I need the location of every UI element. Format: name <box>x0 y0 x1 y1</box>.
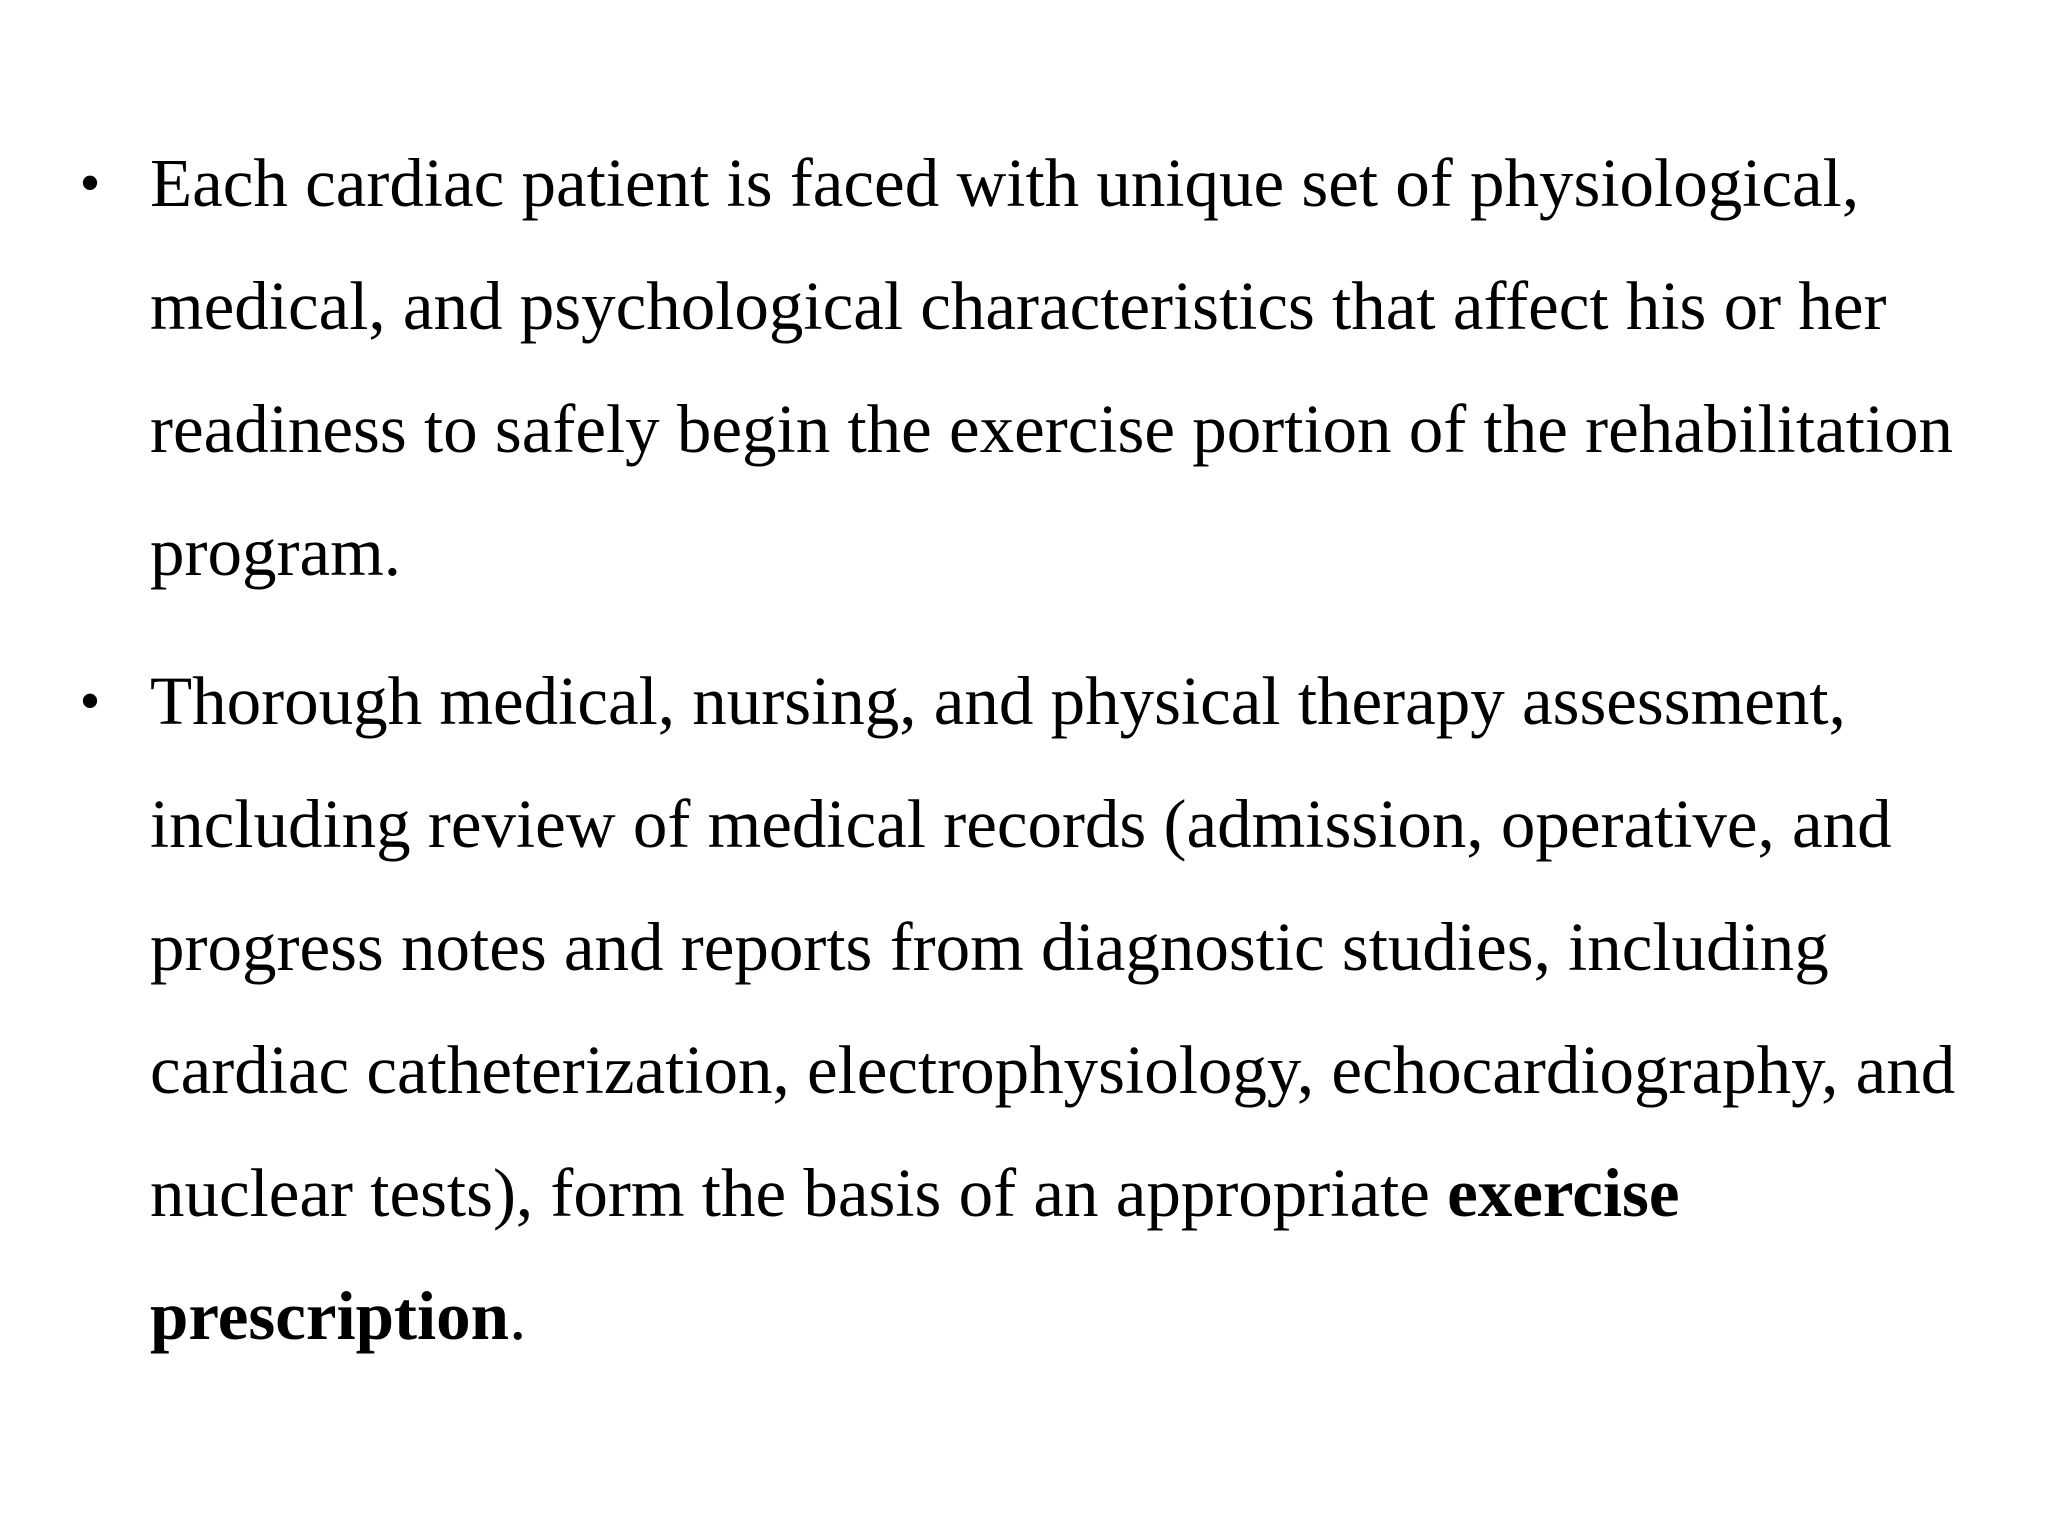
bullet-icon: • <box>79 668 101 734</box>
bullet-icon: • <box>79 150 101 216</box>
bullet-text: Thorough medical, nursing, and physical therapy assessment, including review of medical records (admission, operative, and progress notes and reports from diagnostic studies, including cardiac catheterization, electrophysiology, echocardiography, and nuclear tests), form the basis of an appropriate <box>150 663 1956 1231</box>
bullet-text-end: . <box>509 1278 527 1354</box>
bold-term-exercise-prescription: exercise prescription <box>150 1155 1680 1354</box>
bullet-text: Each cardiac patient is faced with unique set of physiological, medical, and psychological characteristics that affect his or her readiness to safely begin the exercise portion of the rehabilitation program. <box>150 145 1953 590</box>
bullet-list <box>70 122 1990 1378</box>
bullet-item-patient-characteristics <box>70 122 1990 614</box>
bullet-item-assessment <box>70 640 1990 1378</box>
